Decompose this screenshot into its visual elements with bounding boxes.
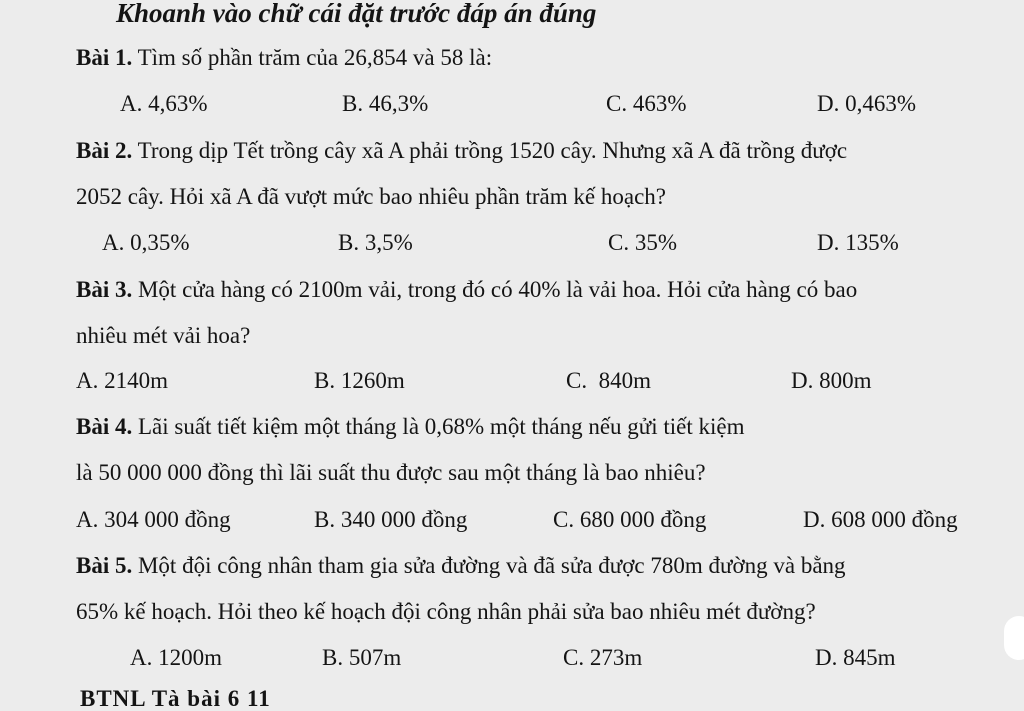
problem-5-text-line-1: Một đội công nhân tham gia sửa đường và đã sửa được 780m đường và bằng: [137, 553, 846, 578]
problem-2-option-b[interactable]: B. 3,5%: [338, 230, 413, 255]
problem-5-question: [76, 554, 846, 577]
problem-3-text-line-1: Một cửa hàng có 2100m vải, trong đó có 40% là vải hoa. Hỏi cửa hàng có bao: [137, 277, 858, 302]
problem-4-question: [76, 415, 745, 438]
problem-2-text-line-1: Trong dịp Tết trồng cây xã A phải trồng 1520 cây. Nhưng xã A đã trồng được: [137, 138, 848, 163]
problem-5-option-b[interactable]: B. 507m: [322, 645, 402, 670]
problem-1-option-b[interactable]: B. 46,3%: [342, 91, 429, 116]
problem-4-text-line-1: Lãi suất tiết kiệm một tháng là 0,68% một tháng nếu gửi tiết kiệm: [137, 414, 745, 439]
problem-5-option-d[interactable]: D. 845m: [815, 645, 896, 670]
problem-4-label: Bài 4.: [76, 414, 133, 439]
problem-1-question: [76, 46, 492, 69]
problem-3-label: Bài 3.: [76, 277, 133, 302]
problem-3-option-c[interactable]: C. 840m: [566, 368, 651, 393]
problem-3-text-line-2: nhiêu mét vải hoa?: [76, 323, 251, 348]
problem-3-option-b[interactable]: B. 1260m: [314, 368, 405, 393]
problem-4-option-a[interactable]: A. 304 000 đồng: [76, 507, 231, 532]
problem-5-label: Bài 5.: [76, 553, 133, 578]
problem-2-label: Bài 2.: [76, 138, 133, 163]
problem-4-option-b[interactable]: B. 340 000 đồng: [314, 507, 468, 532]
problem-2-option-a[interactable]: A. 0,35%: [102, 230, 190, 255]
page-title: Khoanh vào chữ cái đặt trước đáp án đúng: [116, 0, 597, 28]
problem-5-text-line-2: 65% kế hoạch. Hỏi theo kế hoạch đội công nhân phải sửa bao nhiêu mét đường?: [76, 599, 816, 624]
problem-3-question: [76, 278, 857, 301]
problem-4-text-line-2: là 50 000 000 đồng thì lãi suất thu được sau một tháng là bao nhiêu?: [76, 460, 706, 485]
problem-1-text-line-1: Tìm số phần trăm của 26,854 và 58 là:: [137, 45, 493, 70]
problem-4-option-c[interactable]: C. 680 000 đồng: [553, 507, 707, 532]
problem-1-option-c[interactable]: C. 463%: [606, 91, 687, 116]
problem-3-option-a[interactable]: A. 2140m: [76, 368, 168, 393]
problem-1-label: Bài 1.: [76, 45, 133, 70]
problem-2-option-d[interactable]: D. 135%: [817, 230, 899, 255]
problem-2-question: [76, 139, 847, 162]
problem-3-option-d[interactable]: D. 800m: [791, 368, 872, 393]
problem-5-option-c[interactable]: C. 273m: [563, 645, 643, 670]
footer-cut-text: BTNL Tà bài 6 11: [80, 686, 271, 711]
problem-4-option-d[interactable]: D. 608 000 đồng: [803, 507, 958, 532]
problem-2-text-line-2: 2052 cây. Hỏi xã A đã vượt mức bao nhiêu phần trăm kế hoạch?: [76, 184, 666, 209]
problem-1-option-d[interactable]: D. 0,463%: [817, 91, 917, 116]
problem-1-option-a[interactable]: A. 4,63%: [120, 91, 208, 116]
problem-2-option-c[interactable]: C. 35%: [608, 230, 677, 255]
problem-5-option-a[interactable]: A. 1200m: [130, 645, 222, 670]
scrollbar-thumb[interactable]: [1004, 616, 1024, 660]
